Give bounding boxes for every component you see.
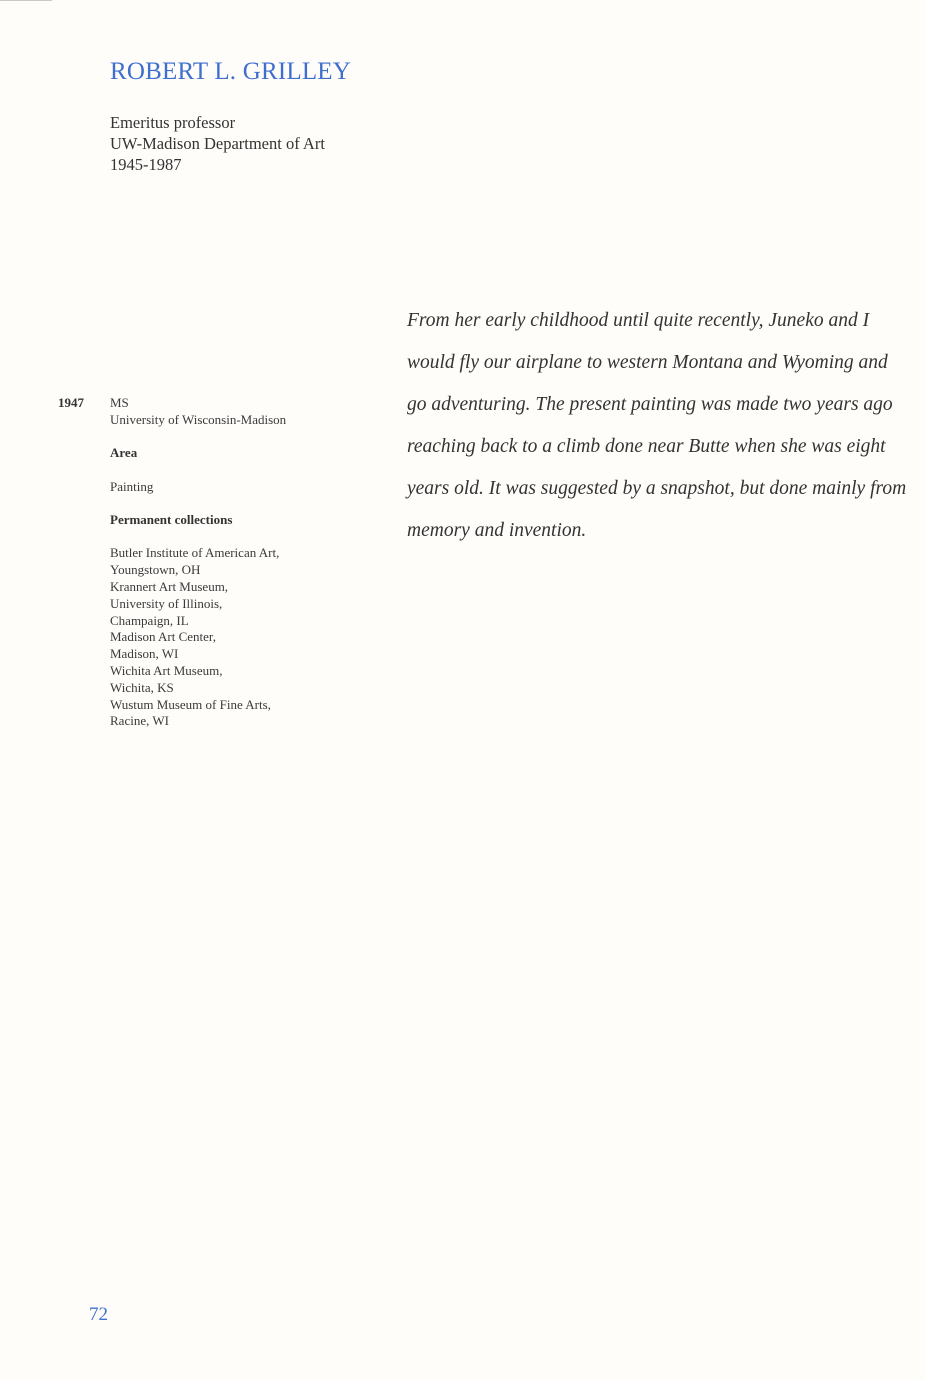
affiliation-line: 1945-1987 — [110, 155, 182, 174]
collection-line: Butler Institute of American Art, — [110, 545, 280, 561]
collection-line: University of Illinois, — [110, 595, 223, 611]
degree-year: 1947 — [58, 395, 84, 410]
collection-line: Wichita, KS — [110, 679, 174, 695]
collection-line: Madison, WI — [110, 646, 179, 662]
statement-line: reaching back to a climb done near Butte when she was eight — [407, 436, 886, 458]
page-number: 72 — [89, 1304, 108, 1325]
collection-line: Champaign, IL — [110, 612, 189, 628]
collection-line: Wustum Museum of Fine Arts, — [110, 696, 271, 712]
area-heading: Area — [110, 445, 138, 461]
collections-heading: Permanent collections — [110, 511, 233, 527]
collection-line: Madison Art Center, — [110, 629, 216, 645]
statement-line: From her early childhood until quite recently, Juneko and I — [407, 310, 870, 331]
affiliation-line: Emeritus professor — [110, 113, 236, 132]
collection-line: Wichita Art Museum, — [110, 662, 223, 678]
corner-rule — [0, 0, 52, 1]
collection-line: Youngstown, OH — [110, 562, 201, 578]
artist-name: ROBERT L. GRILLEY — [110, 58, 352, 85]
statement-line: go adventuring. The present painting was made two years ago — [407, 394, 893, 416]
artist-affiliation — [110, 112, 325, 175]
statement-line: memory and invention. — [407, 520, 587, 542]
statement-line: would fly our airplane to western Montana and Wyoming and — [407, 352, 888, 374]
affiliation-line: UW-Madison Department of Art — [110, 134, 325, 153]
degree-institution: University of Wisconsin-Madison — [110, 411, 287, 427]
artist-details — [110, 395, 370, 730]
artist-statement — [407, 300, 917, 553]
collection-line: Racine, WI — [110, 713, 169, 729]
collection-line: Krannert Art Museum, — [110, 578, 229, 594]
degree: MS — [110, 395, 129, 410]
area-value: Painting — [110, 478, 154, 494]
statement-line: years old. It was suggested by a snapshot, but done mainly from — [407, 478, 907, 500]
